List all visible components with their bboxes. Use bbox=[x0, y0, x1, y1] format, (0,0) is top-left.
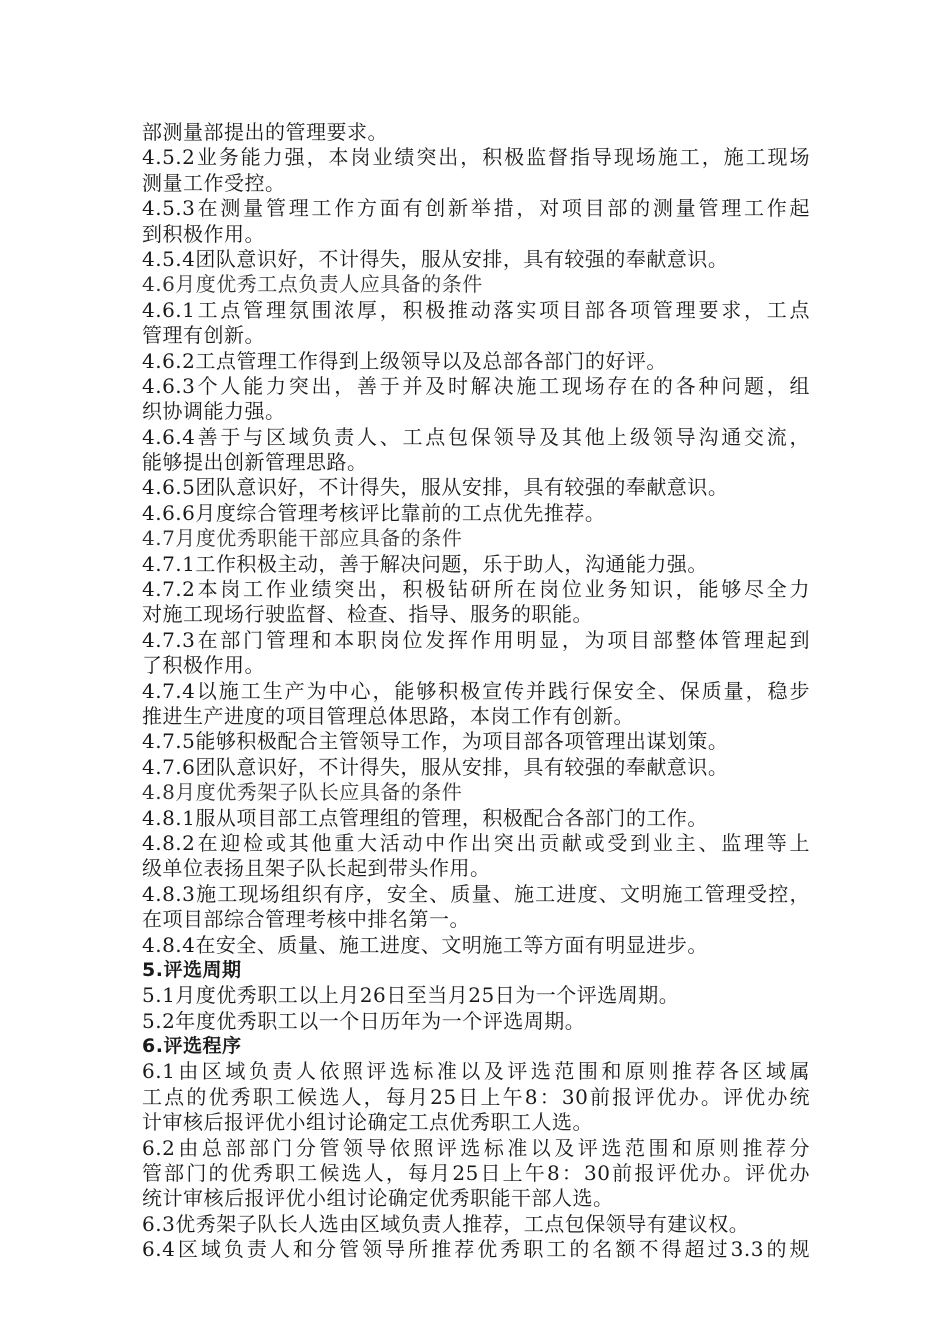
text-line: 6.1由区域负责人依照评选标准以及评选范围和原则推荐各区域属 bbox=[142, 1059, 810, 1084]
text-line: 了积极作用。 bbox=[142, 653, 265, 678]
text-line: 4.7.4以施工生产为中心，能够积极宣传并践行保安全、保质量，稳步 bbox=[142, 678, 810, 703]
text-line: 4.7.6团队意识好，不计得失，服从安排，具有较强的奉献意识。 bbox=[142, 754, 729, 779]
text-line: 4.6.2工点管理工作得到上级领导以及总部各部门的好评。 bbox=[142, 348, 667, 373]
text-line: 4.7.1工作积极主动，善于解决问题，乐于助人，沟通能力强。 bbox=[142, 551, 708, 576]
text-line: 4.8.1服从项目部工点管理组的管理，积极配合各部门的工作。 bbox=[142, 805, 708, 830]
text-line: 管部门的优秀职工候选人，每月25日上午8：30前报评优办。评优办 bbox=[142, 1161, 810, 1186]
text-line: 4.6月度优秀工点负责人应具备的条件 bbox=[142, 272, 483, 297]
text-line: 4.6.6月度综合管理考核评比靠前的工点优先推荐。 bbox=[142, 500, 606, 525]
text-line: 4.6.5团队意识好，不计得失，服从安排，具有较强的奉献意识。 bbox=[142, 475, 729, 500]
text-line: 推进生产进度的项目管理总体思路，本岗工作有创新。 bbox=[142, 703, 634, 728]
text-line: 织协调能力强。 bbox=[142, 399, 286, 424]
document-page bbox=[142, 120, 810, 1263]
text-line: 4.8.3施工现场组织有序，安全、质量、施工进度、文明施工管理受控， bbox=[142, 881, 810, 906]
text-line: 到积极作用。 bbox=[142, 221, 265, 246]
text-line: 统计审核后报评优小组讨论确定优秀职能干部人选。 bbox=[142, 1186, 614, 1211]
text-line: 4.5.2业务能力强，本岗业绩突出，积极监督指导现场施工，施工现场 bbox=[142, 145, 810, 170]
section-heading: 5.评选周期 bbox=[142, 958, 242, 981]
text-line: 6.2由总部部门分管领导依照评选标准以及评选范围和原则推荐分 bbox=[142, 1135, 810, 1160]
text-line: 6.4区域负责人和分管领导所推荐优秀职工的名额不得超过3.3的规 bbox=[142, 1237, 810, 1262]
text-line: 工点的优秀职工候选人，每月25日上午8：30前报评优办。评优办统 bbox=[142, 1084, 810, 1109]
text-line: 5.2年度优秀职工以一个日历年为一个评选周期。 bbox=[142, 1008, 586, 1033]
text-line: 测量工作受控。 bbox=[142, 170, 286, 195]
text-line: 级单位表扬且架子队长起到带头作用。 bbox=[142, 856, 491, 881]
text-line: 4.6.4善于与区域负责人、工点包保领导及其他上级领导沟通交流， bbox=[142, 424, 810, 449]
text-line: 6.3优秀架子队长人选由区域负责人推荐，工点包保领导有建议权。 bbox=[142, 1211, 750, 1236]
text-line: 4.7.3在部门管理和本职岗位发挥作用明显，为项目部整体管理起到 bbox=[142, 627, 810, 652]
text-line: 4.6.1工点管理氛围浓厚，积极推动落实项目部各项管理要求，工点 bbox=[142, 297, 810, 322]
text-line: 部测量部提出的管理要求。 bbox=[142, 120, 388, 144]
text-line: 4.8.2在迎检或其他重大活动中作出突出贡献或受到业主、监理等上 bbox=[142, 830, 810, 855]
text-line: 4.5.4团队意识好，不计得失，服从安排，具有较强的奉献意识。 bbox=[142, 246, 729, 271]
text-line: 5.1月度优秀职工以上月26日至当月25日为一个评选周期。 bbox=[142, 983, 680, 1008]
text-line: 对施工现场行驶监督、检查、指导、服务的职能。 bbox=[142, 602, 593, 627]
text-line: 4.7月度优秀职能干部应具备的条件 bbox=[142, 526, 463, 551]
text-line: 计审核后报评优小组讨论确定工点优秀职工人选。 bbox=[142, 1110, 593, 1135]
text-line: 管理有创新。 bbox=[142, 323, 265, 348]
text-line: 4.5.3在测量管理工作方面有创新举措，对项目部的测量管理工作起 bbox=[142, 196, 810, 221]
text-line: 能够提出创新管理思路。 bbox=[142, 450, 368, 475]
text-line: 4.8月度优秀架子队长应具备的条件 bbox=[142, 780, 463, 805]
text-line: 4.6.3个人能力突出，善于并及时解决施工现场存在的各种问题，组 bbox=[142, 373, 810, 398]
section-heading: 6.评选程序 bbox=[142, 1035, 242, 1058]
text-line: 4.8.4在安全、质量、施工进度、文明施工等方面有明显进步。 bbox=[142, 932, 708, 957]
text-line: 4.7.2本岗工作业绩突出，积极钻研所在岗位业务知识，能够尽全力 bbox=[142, 577, 810, 602]
text-line: 4.7.5能够积极配合主管领导工作，为项目部各项管理出谋划策。 bbox=[142, 729, 729, 754]
text-line: 在项目部综合管理考核中排名第一。 bbox=[142, 907, 470, 932]
